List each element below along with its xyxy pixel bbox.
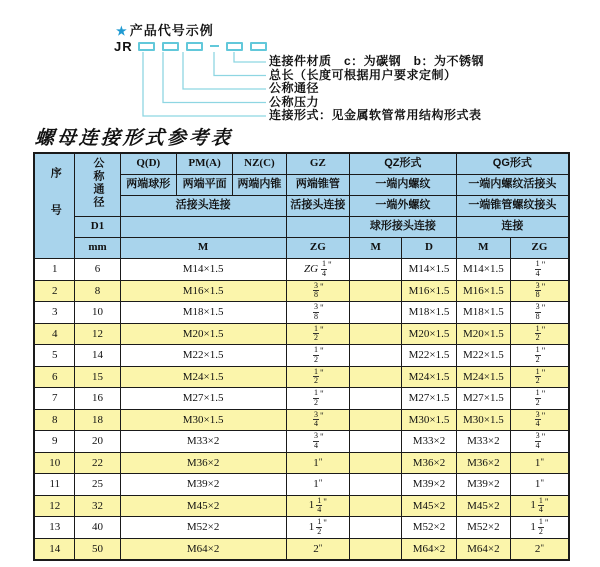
header-empty-gz <box>286 217 350 238</box>
header-empty-qpmnz <box>120 217 286 238</box>
header-qz-sub1: 一端内螺纹 <box>350 175 457 196</box>
diagram-title-row <box>116 20 214 39</box>
cell-qg-zg: $\frac{1}{4}$ " <box>511 259 570 281</box>
cell-gz-zg: $\frac{3}{4}$ " <box>286 409 350 431</box>
cell-gz-zg: 1" <box>286 474 350 496</box>
cell-qz-d: M45×2 <box>402 495 456 517</box>
cell-qz-d: M16×1.5 <box>402 280 456 302</box>
cell-gz-zg: $\frac{1}{2}$ " <box>286 388 350 410</box>
cell-qz-m <box>350 474 402 496</box>
cell-seq: 10 <box>34 452 75 474</box>
cell-m-thread: M52×2 <box>120 517 286 539</box>
header-qg: QG形式 <box>456 153 569 175</box>
cell-seq: 8 <box>34 409 75 431</box>
cell-qz-d: M64×2 <box>402 538 456 560</box>
cell-gz-zg: $\frac{1}{2}$ " <box>286 345 350 367</box>
cell-qz-m <box>350 409 402 431</box>
cell-m-thread: M39×2 <box>120 474 286 496</box>
cell-qz-d: M27×1.5 <box>402 388 456 410</box>
cell-seq: 7 <box>34 388 75 410</box>
code-box-4 <box>226 42 243 51</box>
header-pm: PM(A) <box>176 153 232 175</box>
header-qg-sub2: 一端锥管螺纹接头 <box>456 196 569 217</box>
cell-m-thread: M16×1.5 <box>120 280 286 302</box>
cell-dn-mm: 18 <box>75 409 120 431</box>
cell-qg-m: M33×2 <box>456 431 510 453</box>
cell-qg-zg: 1 $\frac{1}{4}$ " <box>511 495 570 517</box>
cell-gz-zg: $\frac{3}{8}$ " <box>286 280 350 302</box>
header-gz-sub: 两端锥管 <box>286 175 350 196</box>
cell-seq: 14 <box>34 538 75 560</box>
cell-qg-zg: $\frac{3}{8}$ " <box>511 280 570 302</box>
cell-m-thread: M18×1.5 <box>120 302 286 324</box>
cell-qg-m: M39×2 <box>456 474 510 496</box>
header-gz-connection: 活接头连接 <box>286 196 350 217</box>
table-row <box>34 517 569 539</box>
header-nz: NZ(C) <box>233 153 286 175</box>
cell-m-thread: M20×1.5 <box>120 323 286 345</box>
cell-seq: 1 <box>34 259 75 281</box>
header-union-connection: 活接头连接 <box>120 196 286 217</box>
label-nominal-diameter: 公称通径 <box>269 81 320 95</box>
cell-qg-zg: $\frac{1}{2}$ " <box>511 345 570 367</box>
cell-qz-m <box>350 495 402 517</box>
code-box-2 <box>162 42 179 51</box>
table-row <box>34 280 569 302</box>
header-nz-sub: 两端内锥 <box>233 175 286 196</box>
code-dash <box>210 45 219 47</box>
diagram-title: 产品代号示例 <box>129 23 214 38</box>
cell-gz-zg: 1 $\frac{1}{2}$ " <box>286 517 350 539</box>
table-row <box>34 538 569 560</box>
cell-dn-mm: 50 <box>75 538 120 560</box>
cell-gz-zg: 1" <box>286 452 350 474</box>
cell-dn-mm: 25 <box>75 474 120 496</box>
header-qz-d-unit: D <box>402 238 456 259</box>
header-seq: 序号 <box>34 153 75 259</box>
cell-qg-zg: $\frac{1}{2}$ " <box>511 388 570 410</box>
cell-qz-m <box>350 538 402 560</box>
cell-seq: 6 <box>34 366 75 388</box>
cell-qg-m: M24×1.5 <box>456 366 510 388</box>
cell-dn-mm: 16 <box>75 388 120 410</box>
cell-qg-m: M16×1.5 <box>456 280 510 302</box>
table-row <box>34 259 569 281</box>
cell-qg-m: M64×2 <box>456 538 510 560</box>
cell-qz-d: M20×1.5 <box>402 323 456 345</box>
table-row <box>34 431 569 453</box>
cell-gz-zg: $\frac{3}{4}$ " <box>286 431 350 453</box>
table-title: 螺母连接形式参考表 <box>34 127 234 149</box>
cell-dn-mm: 40 <box>75 517 120 539</box>
cell-gz-zg: 1 $\frac{1}{4}$ " <box>286 495 350 517</box>
cell-m-thread: M64×2 <box>120 538 286 560</box>
table-row <box>34 366 569 388</box>
cell-dn-mm: 12 <box>75 323 120 345</box>
cell-qg-zg: $\frac{3}{4}$ " <box>511 431 570 453</box>
cell-seq: 3 <box>34 302 75 324</box>
cell-qz-d: M39×2 <box>402 474 456 496</box>
header-qg-zg-unit: ZG <box>511 238 570 259</box>
code-box-1 <box>138 42 155 51</box>
label-connection-type: 连接形式：见金属软管常用结构形式表 <box>269 108 482 122</box>
cell-seq: 9 <box>34 431 75 453</box>
header-mm: mm <box>75 238 120 259</box>
cell-qz-d: M52×2 <box>402 517 456 539</box>
cell-m-thread: M33×2 <box>120 431 286 453</box>
diagram-labels <box>269 55 589 123</box>
header-q: Q(D) <box>120 153 176 175</box>
cell-qz-m <box>350 366 402 388</box>
cell-m-thread: M45×2 <box>120 495 286 517</box>
header-qz-connection: 球形接头连接 <box>350 217 457 238</box>
cell-qg-m: M22×1.5 <box>456 345 510 367</box>
header-d1: D1 <box>75 217 120 238</box>
cell-seq: 2 <box>34 280 75 302</box>
cell-gz-zg: 2" <box>286 538 350 560</box>
product-code-row <box>114 40 274 52</box>
cell-qz-d: M18×1.5 <box>402 302 456 324</box>
cell-gz-zg: $\frac{1}{2}$ " <box>286 366 350 388</box>
table-body <box>34 259 569 561</box>
cell-qg-zg: $\frac{3}{4}$ " <box>511 409 570 431</box>
cell-dn-mm: 10 <box>75 302 120 324</box>
header-qz: QZ形式 <box>350 153 457 175</box>
cell-m-thread: M30×1.5 <box>120 409 286 431</box>
cell-qg-m: M36×2 <box>456 452 510 474</box>
code-box-3 <box>186 42 203 51</box>
cell-qg-zg: $\frac{1}{2}$ " <box>511 366 570 388</box>
cell-qg-zg: $\frac{3}{8}$ " <box>511 302 570 324</box>
cell-qz-d: M33×2 <box>402 431 456 453</box>
cell-qz-m <box>350 323 402 345</box>
cell-qz-m <box>350 431 402 453</box>
header-qg-m-unit: M <box>456 238 510 259</box>
cell-qg-m: M30×1.5 <box>456 409 510 431</box>
table-row <box>34 388 569 410</box>
product-code-prefix: JR <box>114 38 133 54</box>
cell-dn-mm: 22 <box>75 452 120 474</box>
label-length: 总长（长度可根据用户要求定制） <box>269 67 457 82</box>
table-row <box>34 409 569 431</box>
cell-dn-mm: 15 <box>75 366 120 388</box>
cell-qg-zg: 1" <box>511 474 570 496</box>
header-m-unit: M <box>120 238 286 259</box>
table-row <box>34 302 569 324</box>
header-q-sub: 两端球形 <box>120 175 176 196</box>
code-box-5 <box>250 42 267 51</box>
header-qg-sub1: 一端内螺纹活接头 <box>456 175 569 196</box>
cell-qz-m <box>350 259 402 281</box>
cell-qg-m: M18×1.5 <box>456 302 510 324</box>
nut-connection-reference-table <box>33 152 570 561</box>
cell-qg-zg: 1 $\frac{1}{2}$ " <box>511 517 570 539</box>
cell-qz-d: M30×1.5 <box>402 409 456 431</box>
label-material: 连接件材质 c：为碳钢 b：为不锈钢 <box>269 54 485 68</box>
header-dn: 公称通径 <box>75 153 120 217</box>
cell-qg-m: M27×1.5 <box>456 388 510 410</box>
header-pm-sub: 两端平面 <box>176 175 232 196</box>
cell-seq: 11 <box>34 474 75 496</box>
cell-qz-m <box>350 302 402 324</box>
table-row <box>34 495 569 517</box>
cell-qg-m: M52×2 <box>456 517 510 539</box>
header-qz-m-unit: M <box>350 238 402 259</box>
table-row <box>34 452 569 474</box>
table-row <box>34 323 569 345</box>
cell-qg-m: M20×1.5 <box>456 323 510 345</box>
cell-qz-d: M22×1.5 <box>402 345 456 367</box>
cell-qg-zg: 2" <box>511 538 570 560</box>
cell-qz-d: M24×1.5 <box>402 366 456 388</box>
table-row <box>34 474 569 496</box>
cell-qz-d: M36×2 <box>402 452 456 474</box>
cell-qz-m <box>350 388 402 410</box>
header-qz-sub2: 一端外螺纹 <box>350 196 457 217</box>
cell-seq: 4 <box>34 323 75 345</box>
cell-seq: 5 <box>34 345 75 367</box>
header-gz: GZ <box>286 153 350 175</box>
cell-dn-mm: 14 <box>75 345 120 367</box>
cell-m-thread: M14×1.5 <box>120 259 286 281</box>
header-zg-unit: ZG <box>286 238 350 259</box>
cell-m-thread: M27×1.5 <box>120 388 286 410</box>
cell-dn-mm: 8 <box>75 280 120 302</box>
label-nominal-pressure: 公称压力 <box>269 94 320 109</box>
cell-seq: 12 <box>34 495 75 517</box>
cell-m-thread: M22×1.5 <box>120 345 286 367</box>
cell-qz-m <box>350 345 402 367</box>
table-header <box>34 153 569 259</box>
cell-qg-m: M45×2 <box>456 495 510 517</box>
cell-qz-m <box>350 452 402 474</box>
cell-qg-zg: 1" <box>511 452 570 474</box>
cell-gz-zg: $\frac{3}{8}$ " <box>286 302 350 324</box>
table-row <box>34 345 569 367</box>
cell-m-thread: M24×1.5 <box>120 366 286 388</box>
cell-seq: 13 <box>34 517 75 539</box>
cell-dn-mm: 32 <box>75 495 120 517</box>
cell-qz-m <box>350 280 402 302</box>
cell-qz-d: M14×1.5 <box>402 259 456 281</box>
cell-gz-zg: ZG $\frac{1}{4}$ " <box>286 259 350 281</box>
header-qg-connection: 连接 <box>456 217 569 238</box>
cell-dn-mm: 6 <box>75 259 120 281</box>
star-icon: ★ <box>116 24 128 38</box>
cell-gz-zg: $\frac{1}{2}$ " <box>286 323 350 345</box>
cell-qz-m <box>350 517 402 539</box>
cell-dn-mm: 20 <box>75 431 120 453</box>
cell-qg-zg: $\frac{1}{2}$ " <box>511 323 570 345</box>
cell-qg-m: M14×1.5 <box>456 259 510 281</box>
cell-m-thread: M36×2 <box>120 452 286 474</box>
